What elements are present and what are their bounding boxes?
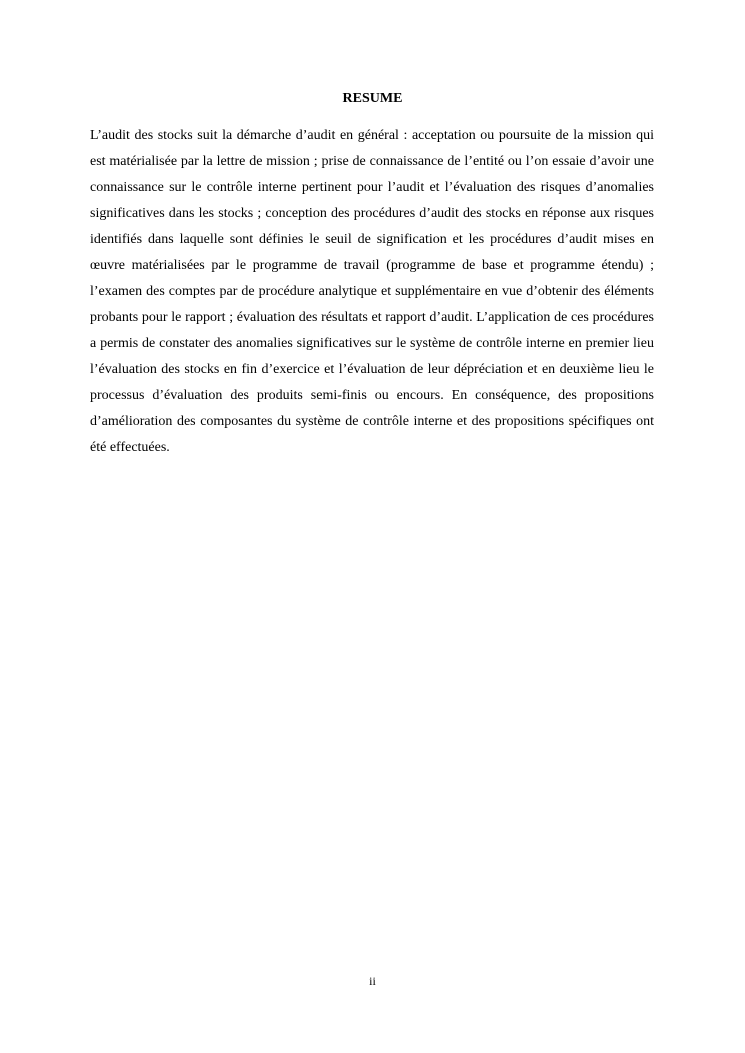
page-number: ii xyxy=(369,974,376,988)
abstract-paragraph: L’audit des stocks suit la démarche d’audit en général : acceptation ou poursuite de la mission qui est matérialisée par la lettre de mission ; prise de connaissance de l’entité ou l’on essaie d’avoir une connaissance sur le contrôle interne pertinent pour l’audit et l’évaluation des risques d’anomalies significatives dans les stocks ; conception des procédures d’audit des stocks en réponse aux risques identifiés dans laquelle sont définies le seuil de signification et les procédures d’audit mises en œuvre matérialisées par le programme de travail (programme de base et programme étendu) ; l’examen des comptes par de procédure analytique et supplémentaire en vue d’obtenir des éléments probants pour le rapport ; évaluation des résultats et rapport d’audit. L’application de ces procédures a permis de constater des anomalies significatives sur le système de contrôle interne en premier lieu l’évaluation des stocks en fin d’exercice et l’évaluation de leur dépréciation et en deuxième lieu le processus d’évaluation des produits semi-finis ou encours. En conséquence, des propositions d’amélioration des composantes du système de contrôle interne et des propositions spécifiques ont été effectuées. xyxy=(90,128,654,455)
page-title: RESUME xyxy=(342,91,403,106)
